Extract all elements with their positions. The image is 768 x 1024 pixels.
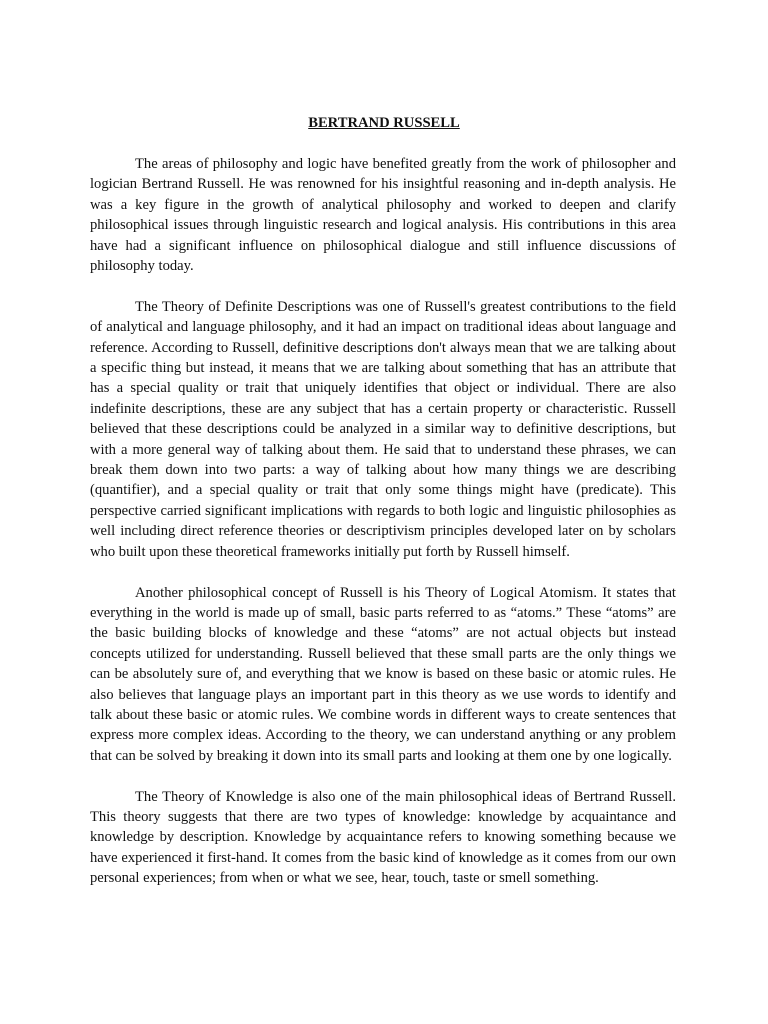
document-title: BERTRAND RUSSELL	[308, 115, 460, 131]
paragraph-logical-atomism: Another philosophical concept of Russell is his Theory of Logical Atomism. It states that everything in the world is made up of small, basic parts referred to as “atoms.” These “atoms” are the basic building blocks of knowledge and these “atoms” are not actual objects but instead concepts utilized for understanding. Russell believed that these small parts are the only things we can be absolutely sure of, and everything that we know is based on these basic or atomic rules. He also believes that language plays an important part in this theory as we use words to identify and talk about these basic or atomic rules. We combine words in different ways to create sentences that express more complex ideas. According to the theory, we can understand anything or any problem that can be solved by breaking it down into its small parts and looking at them one by one logically.	[90, 584, 676, 764]
paragraph-intro: The areas of philosophy and logic have benefited greatly from the work of philosopher and logician Bertrand Russell. He was renowned for his insightful reasoning and in-depth analysis. He was a key figure in the growth of analytical philosophy and worked to deepen and clarify philosophical issues through linguistic research and logical analysis. His contributions in this area have had a significant influence on philosophical dialogue and still influence discussions of philosophy today.	[90, 156, 676, 275]
paragraph-theory-of-knowledge: The Theory of Knowledge is also one of the main philosophical ideas of Bertrand Russell. This theory suggests that there are two types of knowledge: knowledge by acquaintance and knowledge by description. Knowledge by acquaintance refers to knowing something because we have experienced it first-hand. It comes from the basic kind of knowledge as it comes from our own personal experiences; from when or what we see, hear, touch, taste or smell something.	[90, 788, 676, 887]
document-body	[90, 154, 676, 909]
paragraph-definite-descriptions: The Theory of Definite Descriptions was one of Russell's greatest contributions to the field of analytical and language philosophy, and it had an impact on traditional ideas about language and reference. According to Russell, definitive descriptions don't always mean that we are talking about a specific thing but instead, it means that we are talking about something that has an attribute that has a special quality or trait that uniquely identifies that object or individual. There are also indefinite descriptions, these are any subject that has a certain property or characteristic. Russell believed that these descriptions could be analyzed in a similar way to definitive descriptions, but with a more general way of talking about them. He said that to understand these phrases, we can break them down into two parts: a way of talking about how many things we are describing (quantifier), and a special quality or trait that only some things might have (predicate). This perspective carried significant implications with regards to both logic and linguistic philosophies as well including direct reference theories or descriptivism principles developed later on by scholars who built upon these theoretical frameworks initially put forth by Russell himself.	[90, 298, 676, 560]
